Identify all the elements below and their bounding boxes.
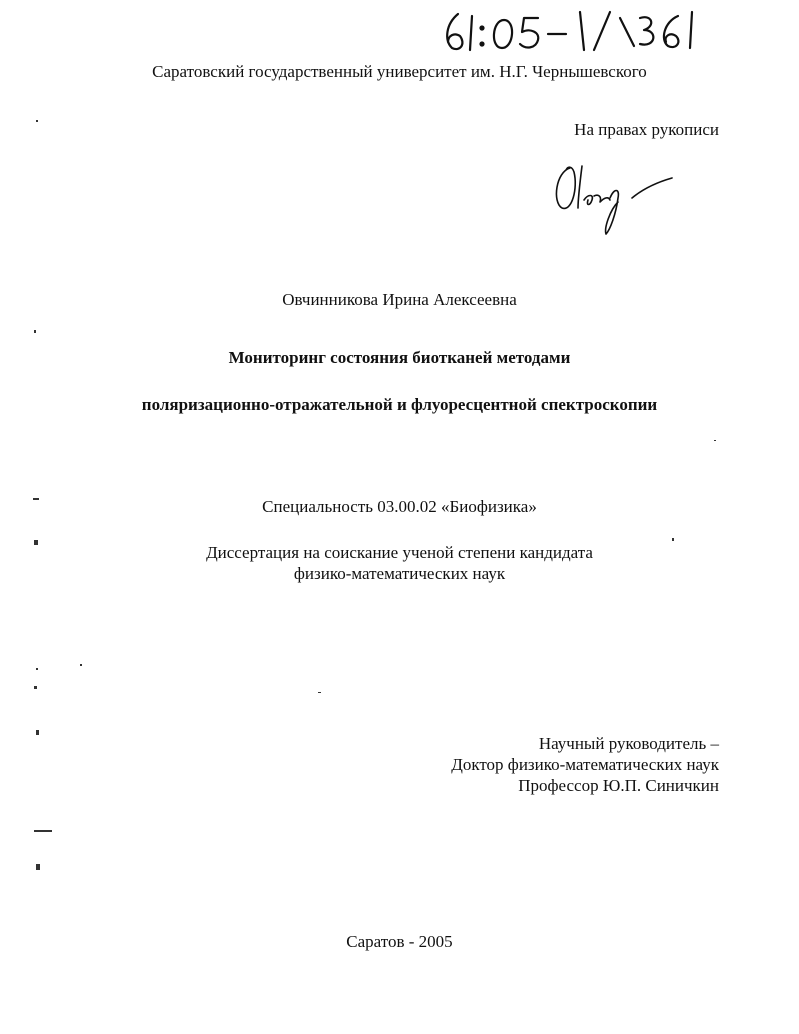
supervisor-line-3: Профессор Ю.П. Синичкин: [518, 776, 719, 795]
scan-speck: [714, 440, 716, 441]
supervisor-line-1: Научный руководитель –: [538, 734, 719, 753]
degree-line-2: физико-математических наук: [293, 564, 506, 583]
author-name: Овчинникова Ирина Алексеевна: [282, 290, 517, 309]
scan-speck: [36, 730, 39, 735]
rights-note: На правах рукописи: [574, 120, 719, 139]
scan-speck: [34, 330, 36, 333]
place-and-year: Саратов - 2005: [346, 932, 453, 951]
supervisor-line-2: Доктор физико-математических наук: [451, 755, 719, 774]
scan-speck: [34, 830, 52, 832]
scan-speck: [318, 692, 321, 693]
dissertation-title-line-2: поляризационно-отражательной и флуоресцентной спектроскопии: [141, 395, 658, 414]
scan-speck: [36, 120, 38, 122]
author-signature: [548, 158, 678, 238]
scan-speck: [36, 668, 38, 670]
scan-speck: [80, 664, 82, 666]
scan-speck: [34, 540, 38, 545]
scan-speck: [36, 864, 40, 870]
dissertation-title-line-1: Мониторинг состояния биотканей методами: [228, 348, 571, 367]
scan-speck: [672, 538, 674, 541]
specialty: Специальность 03.00.02 «Биофизика»: [262, 497, 537, 516]
institution-name: Саратовский государственный университет им. Н.Г. Чернышевского: [152, 62, 647, 81]
degree-line-1: Диссертация на соискание ученой степени кандидата: [206, 543, 593, 562]
scan-speck: [34, 686, 37, 689]
scan-speck: [33, 498, 39, 500]
handwritten-catalog-number: [438, 6, 698, 56]
